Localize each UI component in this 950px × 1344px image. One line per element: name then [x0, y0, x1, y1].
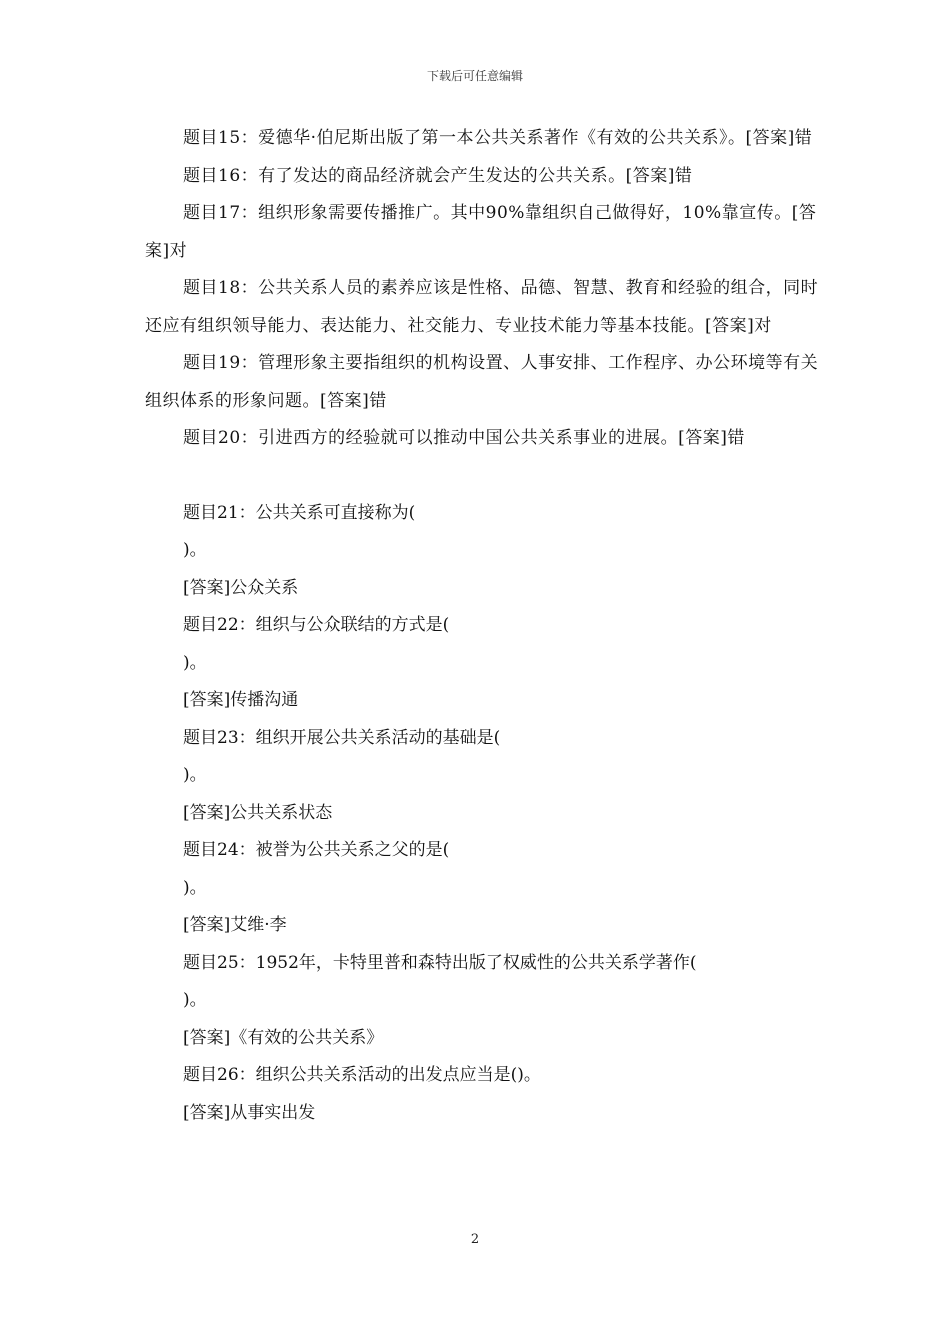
page-content	[145, 120, 825, 1132]
answer-26: [答案]从事实出发	[183, 1102, 316, 1123]
question-24-close: )。	[183, 877, 207, 898]
question-26: 题目26：组织公共关系活动的出发点应当是()。	[183, 1065, 541, 1085]
question-25-close: )。	[183, 990, 207, 1010]
answer-22: [答案]传播沟通	[183, 690, 299, 710]
question-23-close: )。	[183, 765, 207, 785]
page-header: 下载后可任意编辑	[426, 69, 523, 83]
question-21: 题目21：公共关系可直接称为(	[183, 502, 416, 523]
question-24: 题目24：被誉为公共关系之父的是(	[183, 840, 450, 860]
question-22: 题目22：组织与公众联结的方式是(	[183, 615, 450, 635]
answer-21: [答案]公众关系	[183, 577, 299, 598]
answer-25: [答案]《有效的公共关系》	[183, 1027, 384, 1048]
question-16: 题目16：有了发达的商品经济就会产生发达的公共关系。[答案]错	[183, 165, 693, 186]
answer-24: [答案]艾维·李	[183, 915, 287, 935]
answer-23: [答案]公共关系状态	[183, 802, 333, 823]
section-gap	[145, 458, 825, 495]
question-25: 题目25：1952年，卡特里普和森特出版了权威性的公共关系学著作(	[183, 952, 697, 973]
question-23: 题目23：组织开展公共关系活动的基础是(	[183, 727, 501, 748]
question-19: 题目19：管理形象主要指组织的机构设置、人事安排、工作程序、办公环境等有关组织体系的形象问题。[答案]错	[145, 353, 819, 411]
question-15: 题目15：爱德华·伯尼斯出版了第一本公共关系著作《有效的公共关系》。[答案]错	[183, 128, 813, 148]
question-18: 题目18：公共关系人员的素养应该是性格、品德、智慧、教育和经验的组合，同时还应有组织领导能力、表达能力、社交能力、专业技术能力等基本技能。[答案]对	[145, 278, 819, 336]
page-number: 2	[470, 1232, 480, 1247]
question-20: 题目20：引进西方的经验就可以推动中国公共关系事业的进展。[答案]错	[183, 428, 745, 448]
question-17: 题目17：组织形象需要传播推广。其中90%靠组织自己做得好，10%靠宣传。[答案]对	[145, 203, 817, 261]
question-21-close: )。	[183, 540, 207, 560]
question-22-close: )。	[183, 652, 207, 673]
